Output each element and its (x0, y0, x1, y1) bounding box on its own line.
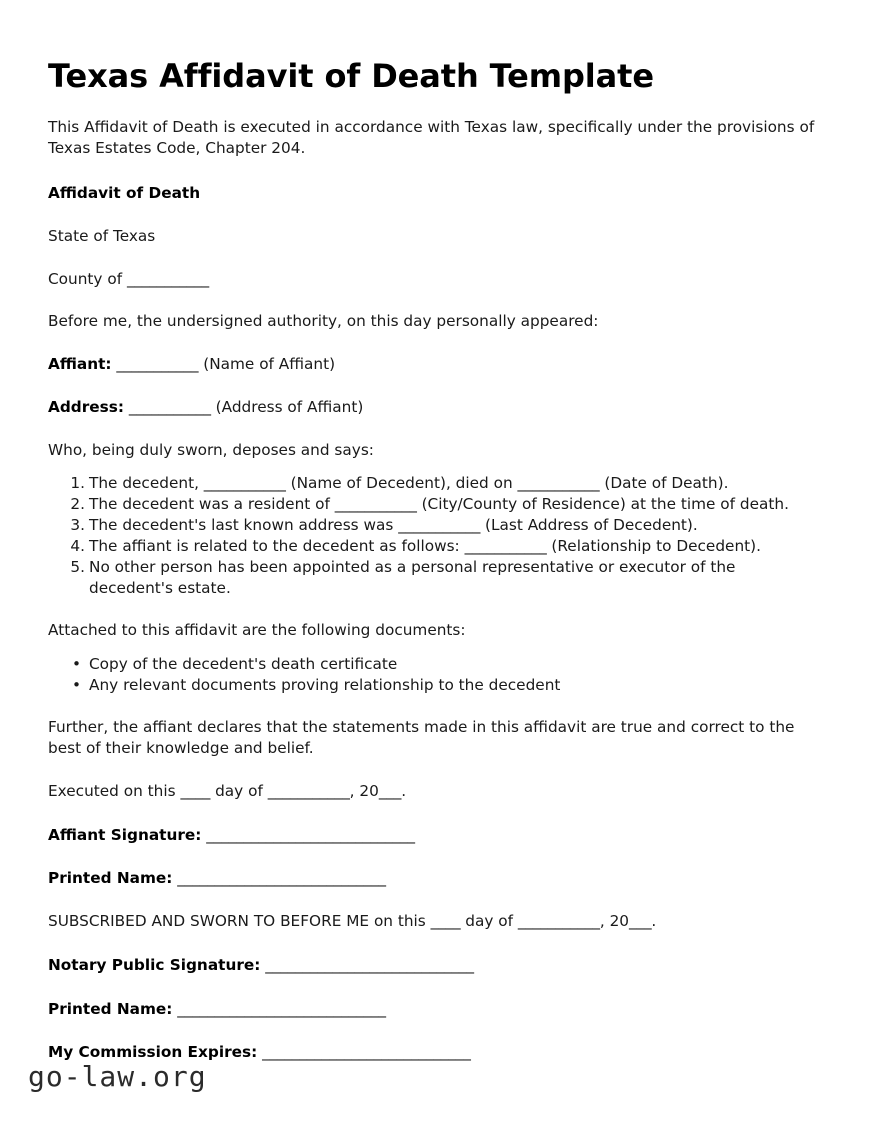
executed-pre: Executed on this (48, 782, 181, 800)
subscribed-mid: day of (460, 912, 518, 931)
affiant-line (48, 333, 822, 376)
declaration-paragraph: Further, the affiant declares that the statements made in this affidavit are true and correct to the best of their knowledge and belief. (48, 717, 795, 758)
notary-signature-blank: ____________________________ (265, 955, 474, 974)
item-text-mid: (Name of Decedent), died on (285, 474, 518, 493)
notary-signature-line (48, 933, 822, 977)
affiant-printed-name-line (48, 846, 822, 890)
executed-mid: day of (210, 782, 268, 800)
attachments-list (48, 642, 822, 696)
state-line: State of Texas (48, 226, 156, 245)
list-item (48, 494, 822, 515)
notary-printed-name-line (48, 977, 822, 1021)
commission-expires-blank: ____________________________ (262, 1043, 471, 1062)
list-item (48, 536, 822, 557)
notary-signature-label: Notary Public Signature: (48, 955, 261, 974)
section-heading-affidavit-of-death: Affidavit of Death (48, 184, 201, 203)
executed-post: , 20 (349, 782, 379, 800)
address-blank: ___________ (128, 397, 211, 416)
list-item: • Any relevant documents proving relationship to the decedent (48, 675, 822, 696)
executed-month-blank: ___________ (267, 782, 350, 800)
executed-day-blank: ____ (180, 782, 211, 800)
item-text-pre: No other person has been appointed as a personal representative or executor of the decedent's estate. (89, 558, 736, 597)
item-blank-1: ___________ (464, 537, 547, 556)
item-blank-1: ___________ (334, 495, 417, 514)
item-text-post: (Relationship to Decedent). (546, 537, 761, 556)
commission-expires-label: My Commission Expires: (48, 1043, 258, 1062)
item-blank-2: ___________ (517, 474, 600, 493)
affiant-printed-name-blank: ____________________________ (177, 869, 386, 888)
executed-year-blank: ___ (378, 782, 402, 800)
county-blank: ___________ (126, 269, 209, 288)
sworn-statements-list (48, 461, 822, 599)
document-content (48, 0, 822, 1064)
intro-paragraph: This Affidavit of Death is executed in accordance with Texas law, specifically under the provisions of Texas Estates Code, Chapter 204. (48, 117, 815, 158)
executed-end: . (401, 782, 407, 800)
affiant-hint: (Name of Affiant) (203, 355, 336, 374)
address-label: Address: (48, 397, 124, 416)
notary-printed-name-label: Printed Name: (48, 999, 173, 1018)
address-line (48, 376, 822, 419)
item-text-post: (Last Address of Decedent). (480, 516, 698, 535)
attachments-intro: Attached to this affidavit are the following documents: (48, 620, 466, 639)
list-item: • Copy of the decedent's death certificate (48, 654, 822, 675)
affiant-signature-line (48, 803, 822, 847)
affiant-label: Affiant: (48, 355, 112, 374)
affiant-blank: ___________ (116, 355, 199, 374)
executed-line (48, 760, 822, 803)
sworn-intro: Who, being duly sworn, deposes and says: (48, 440, 374, 459)
notary-printed-name-blank: ____________________________ (177, 999, 386, 1018)
commission-expires-line (48, 1020, 822, 1064)
subscribed-pre: SUBSCRIBED AND SWORN TO BEFORE ME on this (48, 912, 431, 931)
item-text-pre: The decedent, (89, 474, 204, 493)
list-item (48, 473, 822, 494)
site-watermark: go-law.org (28, 1060, 207, 1093)
item-text-post: (Date of Death). (599, 474, 729, 493)
subscribed-end: . (651, 912, 657, 931)
subscribed-month-blank: ___________ (517, 912, 600, 931)
subscribed-line (48, 890, 822, 933)
item-text-post: (City/County of Residence) at the time of death. (416, 495, 789, 514)
address-hint: (Address of Affiant) (215, 397, 364, 416)
item-text-pre: The decedent was a resident of (89, 495, 335, 514)
subscribed-year-blank: ___ (629, 912, 652, 931)
item-blank-1: ___________ (398, 516, 481, 535)
item-text-pre: The affiant is related to the decedent as follows: (89, 537, 465, 556)
affiant-signature-label: Affiant Signature: (48, 825, 202, 844)
county-label: County of (48, 269, 127, 288)
county-line (48, 248, 822, 291)
before-me-line: Before me, the undersigned authority, on this day personally appeared: (48, 312, 599, 331)
list-item (48, 557, 822, 599)
item-text-pre: The decedent's last known address was (89, 516, 399, 535)
affiant-printed-name-label: Printed Name: (48, 869, 173, 888)
list-item (48, 515, 822, 536)
page-title: Texas Affidavit of Death Template (48, 57, 654, 95)
subscribed-day-blank: ____ (430, 912, 461, 931)
subscribed-post: , 20 (599, 912, 630, 931)
item-blank-1: ___________ (203, 474, 286, 493)
affiant-signature-blank: ____________________________ (206, 825, 415, 844)
